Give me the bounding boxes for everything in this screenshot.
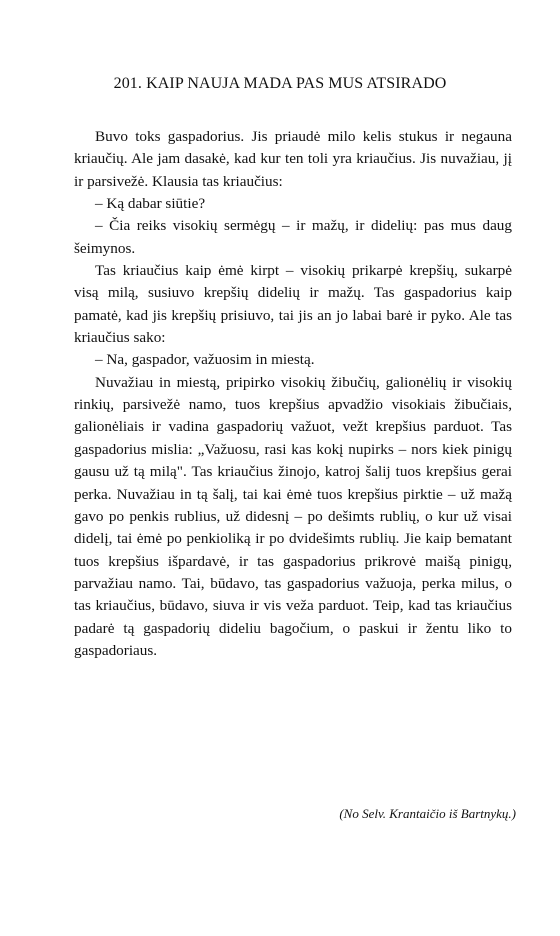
- paragraph: Buvo toks gaspadorius. Jis priaudė milo kelis stukus ir negauna kriaučių. Ale jam dasakė, kad kur ten toli yra kriaučius. Jis nuvažiau, jį ir parsivežė. Klausia tas kriaučius:: [74, 128, 512, 190]
- source-attribution: (No Selv. Krantaičio iš Bartnykų.): [339, 806, 516, 821]
- paragraph: – Na, gaspador, važuosim in miestą.: [95, 351, 315, 369]
- paragraph: Tas kriaučius kaip ėmė kirpt – visokių prikarpė krepšių, sukarpė visą milą, susiuvo krepšių didelių ir mažų. Tas gaspadorius kaip pamatė, kad jis krepšių prisiuvo, tai jis an jo labai barė ir pyko. Ale tas kriaučius sako:: [74, 262, 512, 347]
- story-title: 201. KAIP NAUJA MADA PAS MUS ATSIRADO: [113, 75, 447, 92]
- paragraph: – Ką dabar siūtie?: [95, 195, 206, 213]
- paragraph: Nuvažiau in miestą, pripirko visokių žibučių, galionėlių ir visokių rinkių, parsivežė namo, tuos krepšius apvadžio visokiais žibučiais, galionėliais ir vadina gaspadorių važuot, vežt krepšius parduot. Tas gaspadorius mislia: „Važuosu, rasi kas kokį nupirks – nors kiek pinigų gausu už tą milą". Tas kriaučius žinojo, katroj šalij tuos krepšius gerai perka. Nuvažiau in tą šalį, tai kai ėmė tuos krepšius pirktie – už mažą gavo po penkis rublius, už didesnį – po dešimts rublių, o kur už visai didelį, tai ėmė po penkioliką ir po dvidešimts rublių. Jie kaip bematant tuos krepšius išpardavė, ir tas gaspadorius prikrovė maišą pinigų, parvažiau namo. Tai, būdavo, tas gaspadorius važuoja, perka milus, o tas kriaučius, būdavo, siuva ir vis veža parduot. Teip, kad tas kriaučius padarė tą gaspadorių dideliu bagočium, o paskui ir žentu liko to gaspadoriaus.: [74, 373, 512, 659]
- paragraph: – Čia reiks visokių sermėgų – ir mažų, ir didelių: pas mus daug šeimynos.: [74, 217, 512, 257]
- story-body: [74, 126, 512, 662]
